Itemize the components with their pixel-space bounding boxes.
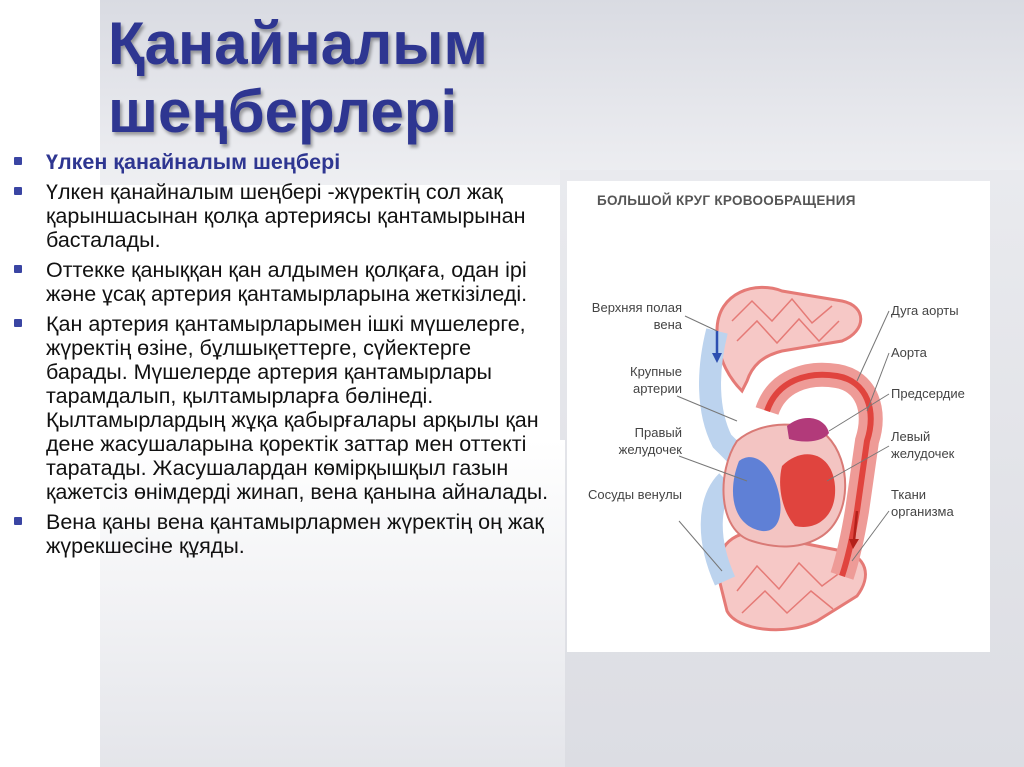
label-aortic-arch: Дуга аорты <box>891 303 959 318</box>
bullet-square-icon <box>14 517 22 525</box>
label-tissues: Ткани организма <box>891 487 954 519</box>
circulation-illustration <box>567 181 990 652</box>
title-line-1: Қанайналым <box>108 10 488 77</box>
bullet-text: Үлкен қанайналым шеңбері -жүректің сол жақ қарыншасынан қолқа артериясы қантамырынан басталады. <box>46 180 526 252</box>
label-left-ventricle: Левый желудочек <box>891 429 955 461</box>
bullet-text: Үлкен қанайналым шеңбері <box>46 150 341 174</box>
bullet-item <box>8 258 558 306</box>
left-ventricle <box>780 454 835 527</box>
title-line-2: шеңберлері <box>108 78 458 145</box>
bullet-text: Қан артерия қантамырларымен ішкі мүшелерге, жүректің өзіне, бұлшықеттерге, сүйектерге барады. Мүшелерде артерия қантамырлары тарамдалып, қылтамырларға бөлінеді. Қылтамырлардың жұқа қабырғалары арқылы қан дене жасушаларына қоректік заттар мен оттекті таратады. Жасушалардан көмірқышқыл газын қажетсіз өнімдерді жинап, вена қанына айналады. <box>46 312 549 504</box>
bullet-item <box>8 312 558 504</box>
label-atrium: Предсердие <box>891 386 965 401</box>
circulation-diagram <box>567 181 990 652</box>
bullet-item <box>8 180 558 252</box>
label-aorta: Аорта <box>891 345 927 360</box>
bullet-text: Вена қаны вена қантамырлармен жүректің оң жақ жүрекшесіне құяды. <box>46 510 544 558</box>
label-right-ventricle: Правый желудочек <box>618 425 682 457</box>
diagram-title: БОЛЬШОЙ КРУГ КРОВООБРАЩЕНИЯ <box>597 193 856 208</box>
label-venules: Сосуды венулы <box>587 487 682 502</box>
bullet-item <box>8 510 558 558</box>
bullet-item <box>8 150 558 174</box>
bullet-square-icon <box>14 265 22 273</box>
bullet-square-icon <box>14 319 22 327</box>
label-large-arteries: Крупные артерии <box>630 364 682 396</box>
bullet-text: Оттекке қаныққан қан алдымен қолқаға, одан ірі және ұсақ артерия қантамырларына жеткізіледі. <box>46 258 528 306</box>
left-atrium <box>787 418 829 442</box>
bullet-square-icon <box>14 157 22 165</box>
slide-title <box>108 10 488 146</box>
bullet-list <box>8 150 558 564</box>
bullet-square-icon <box>14 187 22 195</box>
label-upper-vena-cava: Верхняя полая вена <box>591 300 682 332</box>
